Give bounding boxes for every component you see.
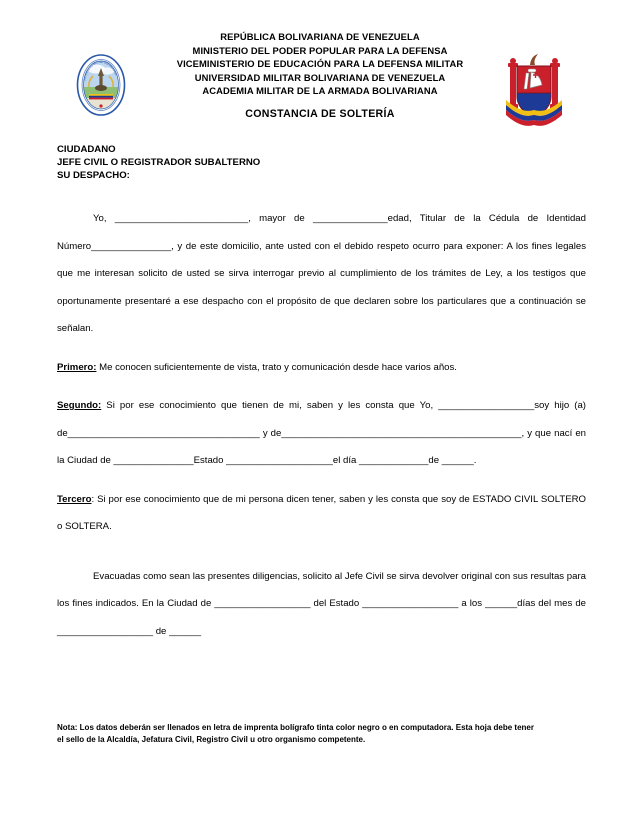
- segundo-text-1: Si por ese conocimiento que tienen de mi, saben y les consta que Yo,: [101, 400, 439, 411]
- blank-yo-nombre[interactable]: __________________: [438, 400, 535, 411]
- header-line-4: UNIVERSIDAD MILITAR BOLIVARIANA DE VENEZUELA: [194, 71, 446, 83]
- svg-text:UNIVERSIDAD MILITAR BOLIVARIAN: UNIVERSIDAD MILITAR BOLIVARIANA: [83, 60, 118, 82]
- segundo-text-6: el día: [332, 455, 359, 466]
- footer-note-line-2: el sello de la Alcaldía, Jefatura Civil, Registro Civil u otro organismo competente.: [57, 734, 366, 744]
- university-seal-icon: [76, 54, 126, 116]
- spacer: [57, 343, 586, 354]
- paragraph-segundo: [57, 392, 586, 475]
- spacer: [57, 475, 586, 486]
- blank-cedula[interactable]: _______________: [91, 240, 172, 252]
- header-line-2: MINISTERIO DEL PODER POPULAR PARA LA DEFENSA: [192, 44, 448, 56]
- segundo-text-4: , y que nací en la Ciudad de: [57, 427, 586, 466]
- spacer: [57, 381, 586, 392]
- blank-ciudad-nacimiento[interactable]: _______________: [113, 455, 194, 466]
- document-header: [0, 26, 640, 116]
- cierre-text-3: a los: [458, 598, 486, 609]
- primero-label: Primero:: [57, 361, 97, 373]
- blank-dias[interactable]: ______: [485, 598, 518, 609]
- paragraph-primero: [57, 354, 586, 382]
- blank-estado-expedicion[interactable]: __________________: [362, 598, 459, 609]
- addressee-line-3: SU DESPACHO:: [57, 170, 130, 182]
- blank-madre[interactable]: _____________________________________________: [281, 427, 522, 439]
- document-body: [57, 205, 586, 645]
- intro-text-4: , y de este domicilio, ante usted con el debido respeto ocurro para exponer: A los fines legales que me interesan solicito de usted se sirva interrogar previo al cumplimiento de los trámites de Ley, a los testigos que oportunamente presentaré a ese despacho con el propósito de que declaren sobre los particulares que a continuación se señalan.: [57, 240, 586, 334]
- addressee-line-1: CIUDADANO: [57, 144, 116, 155]
- blank-mes-anio-nacimiento[interactable]: ______: [441, 455, 474, 466]
- addressee-line-2: JEFE CIVIL O REGISTRADOR SUBALTERNO: [57, 157, 261, 169]
- footer-note-line-1: Nota: Los datos deberán ser llenados en letra de imprenta bolígrafo tinta color negro o en computadora. Esta hoja debe tener: [57, 723, 534, 732]
- cierre-text-1: Evacuadas como sean las presentes diligencias, solicito al Jefe Civil se sirva devolver original con sus resultas para los fines indicados. En la Ciudad de: [57, 570, 586, 609]
- tercero-label: Tercero: [57, 493, 92, 505]
- cierre-text-4: días del mes de: [517, 598, 587, 609]
- blank-padre[interactable]: ____________________________________: [67, 427, 260, 439]
- blank-estado-nacimiento[interactable]: ____________________: [226, 455, 333, 466]
- intro-text-3: edad, Titular de la Cédula de Identidad Número: [57, 213, 586, 252]
- header-line-3: VICEMINISTERIO DE EDUCACIÓN PARA LA DEFENSA MILITAR: [176, 58, 464, 70]
- blank-nombre[interactable]: _________________________: [114, 213, 249, 224]
- addressee-block: [57, 143, 260, 183]
- blank-anio[interactable]: ______: [169, 625, 202, 637]
- blank-mes[interactable]: __________________: [57, 625, 154, 637]
- paragraph-cierre: [57, 563, 586, 646]
- segundo-text-2: soy hijo (a) de: [57, 400, 586, 439]
- cierre-text-2: del Estado: [310, 598, 363, 609]
- page-title: CONSTANCIA DE SOLTERÍA: [245, 108, 395, 120]
- segundo-text-7: de: [428, 455, 442, 466]
- cierre-text-5: de: [153, 625, 170, 637]
- spacer: [57, 541, 586, 563]
- footer-note: [57, 722, 587, 745]
- coat-of-arms-icon: [500, 52, 568, 132]
- intro-text-1: Yo,: [93, 213, 107, 224]
- header-institution-lines: [140, 30, 500, 98]
- intro-text-2: , mayor de: [248, 213, 313, 224]
- segundo-text-8: .: [473, 455, 477, 466]
- header-line-5: ACADEMIA MILITAR DE LA ARMADA BOLIVARIANA: [202, 85, 438, 97]
- header-line-1: REPÚBLICA BOLIVARIANA DE VENEZUELA: [220, 31, 420, 42]
- primero-text: Me conocen suficientemente de vista, trato y comunicación desde hace varios años.: [96, 361, 457, 373]
- segundo-text-3: y de: [259, 427, 282, 439]
- segundo-text-5: Estado: [193, 455, 227, 466]
- blank-ciudad-expedicion[interactable]: __________________: [214, 598, 311, 609]
- segundo-label: Segundo:: [57, 400, 102, 411]
- blank-dia-nacimiento[interactable]: _____________: [359, 455, 429, 466]
- tercero-text: : Si por ese conocimiento que de mi persona dicen tener, saben y les consta que soy de ESTADO CIVIL SOLTERO o SOLTERA.: [57, 493, 586, 532]
- blank-edad[interactable]: ______________: [312, 213, 388, 224]
- paragraph-tercero: [57, 486, 586, 541]
- paragraph-intro: [57, 205, 586, 343]
